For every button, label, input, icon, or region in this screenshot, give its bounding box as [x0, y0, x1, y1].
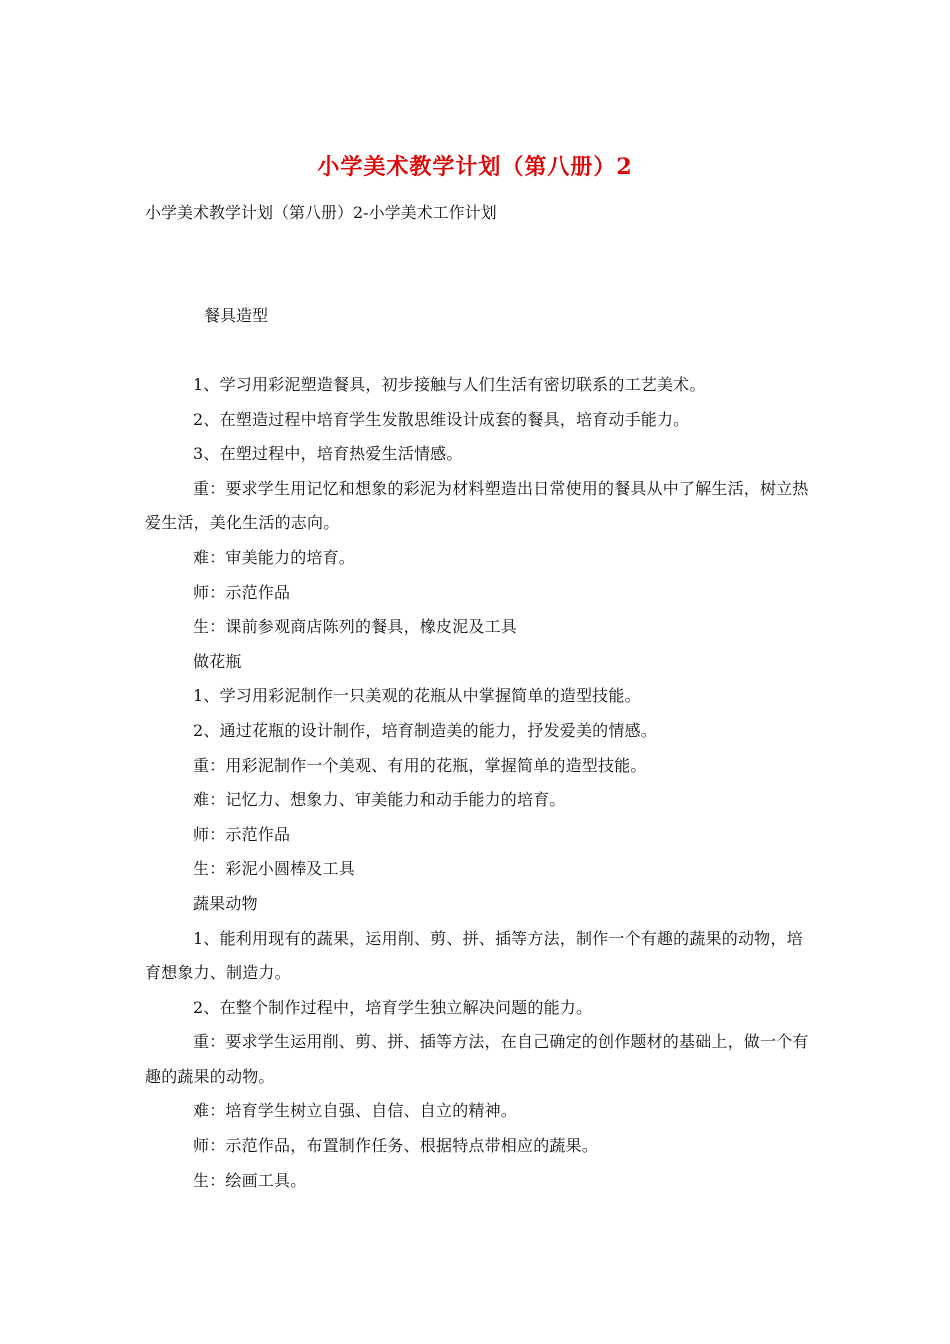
section-heading-vase: 做花瓶: [193, 651, 242, 671]
paragraph: 难：培育学生树立自强、自信、自立的精神。: [193, 1101, 518, 1121]
paragraph: 1、学习用彩泥制作一只美观的花瓶从中掌握简单的造型技能。: [193, 686, 641, 706]
paragraph: 1、学习用彩泥塑造餐具，初步接触与人们生活有密切联系的工艺美术。: [193, 375, 706, 394]
section-heading-tableware: 餐具造型: [204, 306, 269, 325]
paragraph: 2、在整个制作过程中，培育学生独立解决问题的能力。: [193, 997, 593, 1017]
paragraph: 难：记忆力、想象力、审美能力和动手能力的培育。: [193, 790, 566, 810]
paragraph: 重：要求学生用记忆和想象的彩泥为材料塑造出日常使用的餐具从中了解生活，树立热爱生活，美化生活的志向。: [145, 478, 809, 533]
paragraph: 2、通过花瓶的设计制作，培育制造美的能力，抒发爱美的情感。: [193, 720, 657, 740]
paragraph: 师：示范作品: [193, 582, 291, 602]
paragraph: 1、能利用现有的蔬果，运用削、剪、拼、插等方法，制作一个有趣的蔬果的动物，培育想象力、制造力。: [145, 928, 803, 983]
paragraph: 师：示范作品，布置制作任务、根据特点带相应的蔬果。: [193, 1136, 599, 1156]
paragraph: 难：审美能力的培育。: [193, 547, 356, 567]
paragraph: 生：彩泥小圆棒及工具: [193, 859, 356, 879]
document-body: [145, 368, 810, 1198]
paragraph: 3、在塑过程中，培育热爱生活情感。: [193, 444, 463, 464]
paragraph: 2、在塑造过程中培育学生发散思维设计成套的餐具，培育动手能力。: [193, 409, 690, 429]
paragraph: 生：课前参观商店陈列的餐具，橡皮泥及工具: [193, 617, 518, 637]
document-title: 小学美术教学计划（第八册）2: [317, 154, 633, 180]
paragraph: 师：示范作品: [193, 824, 291, 844]
paragraph: 生：绘画工具。: [193, 1170, 307, 1190]
paragraph: 重：用彩泥制作一个美观、有用的花瓶，掌握简单的造型技能。: [193, 755, 647, 775]
document-subtitle: 小学美术教学计划（第八册）2-小学美术工作计划: [145, 203, 497, 222]
section-heading-vegetable-animals: 蔬果动物: [193, 893, 258, 913]
paragraph: 重：要求学生运用削、剪、拼、插等方法，在自己确定的创作题材的基础上，做一个有趣的蔬果的动物。: [145, 1032, 809, 1086]
